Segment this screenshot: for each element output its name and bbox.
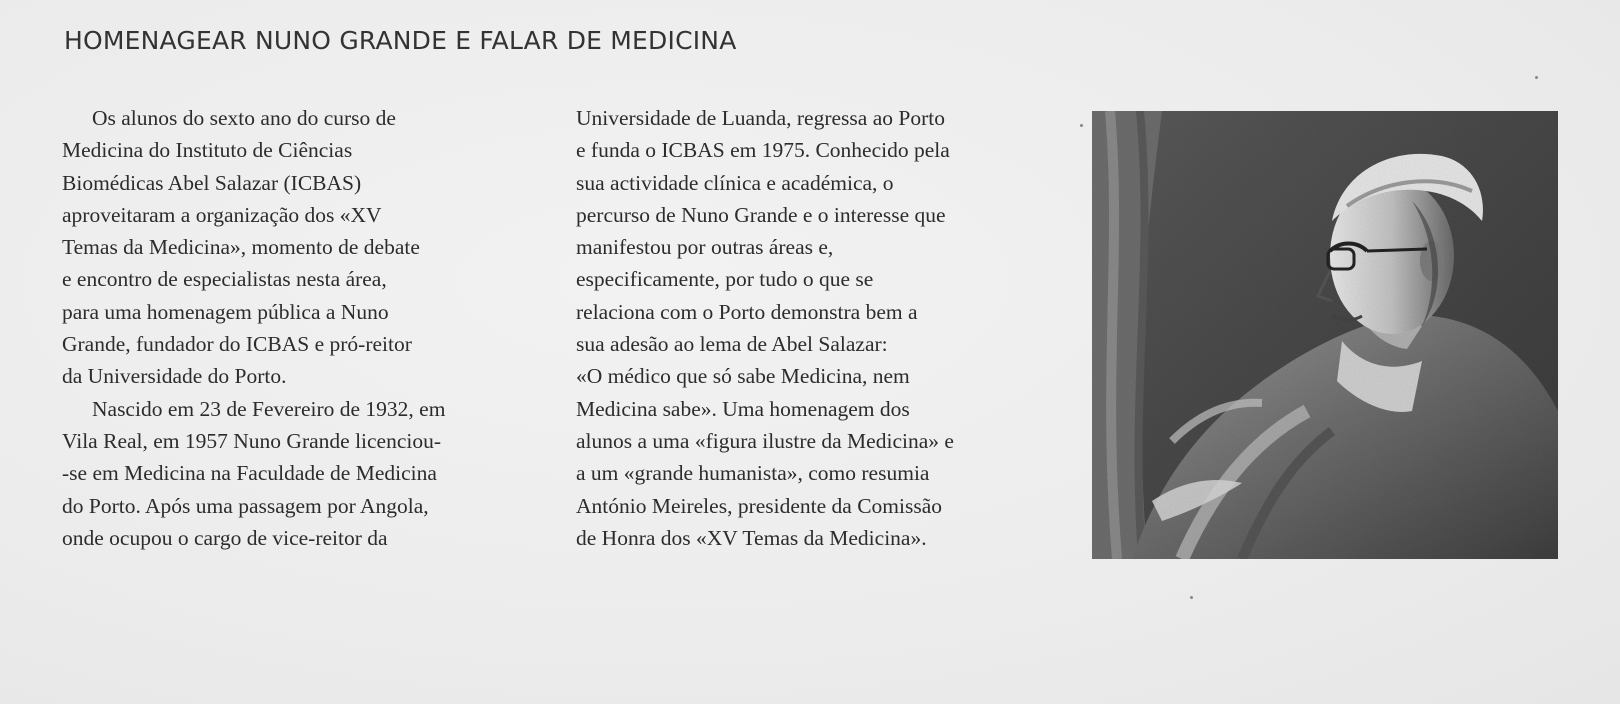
article-column-1 [62,102,532,554]
text-line: manifestou por outras áreas e, [576,235,834,260]
text-line: Vila Real, em 1957 Nuno Grande licenciou- [62,428,442,453]
print-speck [1190,596,1193,599]
article-headline: HOMENAGEAR NUNO GRANDE E FALAR DE MEDICINA [64,26,737,55]
text-line: Os alunos do sexto ano do curso de [92,106,396,130]
text-line: António Meireles, presidente da Comissão [576,493,943,518]
text-line: Temas da Medicina», momento de debate [62,235,420,260]
portrait-photo [1092,111,1558,559]
print-speck [1080,124,1083,127]
print-speck [1535,76,1538,79]
text-line: «O médico que só sabe Medicina, nem [576,364,910,389]
text-line: alunos a uma «figura ilustre da Medicina» e [576,428,954,453]
text-line: especificamente, por tudo o que se [576,267,874,292]
text-line: Universidade de Luanda, regressa ao Porto [576,106,945,130]
text-line: percurso de Nuno Grande e o interesse que [576,202,946,227]
text-line: Medicina do Instituto de Ciências [62,138,353,163]
text-line: -se em Medicina na Faculdade de Medicina [62,461,437,486]
text-line: da Universidade do Porto. [62,364,287,389]
text-line: e encontro de especialistas nesta área, [62,267,387,292]
text-line: relaciona com o Porto demonstra bem a [576,299,918,324]
text-line: Nascido em 23 de Fevereiro de 1932, em [92,396,446,421]
text-line: sua actividade clínica e académica, o [576,170,894,195]
text-line: a um «grande humanista», como resumia [576,461,930,486]
text-line: aproveitaram a organização dos «XV [62,202,382,227]
text-line: do Porto. Após uma passagem por Angola, [62,493,429,518]
text-line: de Honra dos «XV Temas da Medicina». [576,525,927,550]
text-line: onde ocupou o cargo de vice-reitor da [62,525,388,550]
text-line: para uma homenagem pública a Nuno [62,299,389,324]
text-line: Grande, fundador do ICBAS e pró-reitor [62,332,412,357]
text-line: Biomédicas Abel Salazar (ICBAS) [62,170,362,195]
text-line: sua adesão ao lema de Abel Salazar: [576,332,888,357]
text-line: e funda o ICBAS em 1975. Conhecido pela [576,138,950,163]
text-line: Medicina sabe». Uma homenagem dos [576,396,910,421]
article-column-2 [576,102,1046,554]
